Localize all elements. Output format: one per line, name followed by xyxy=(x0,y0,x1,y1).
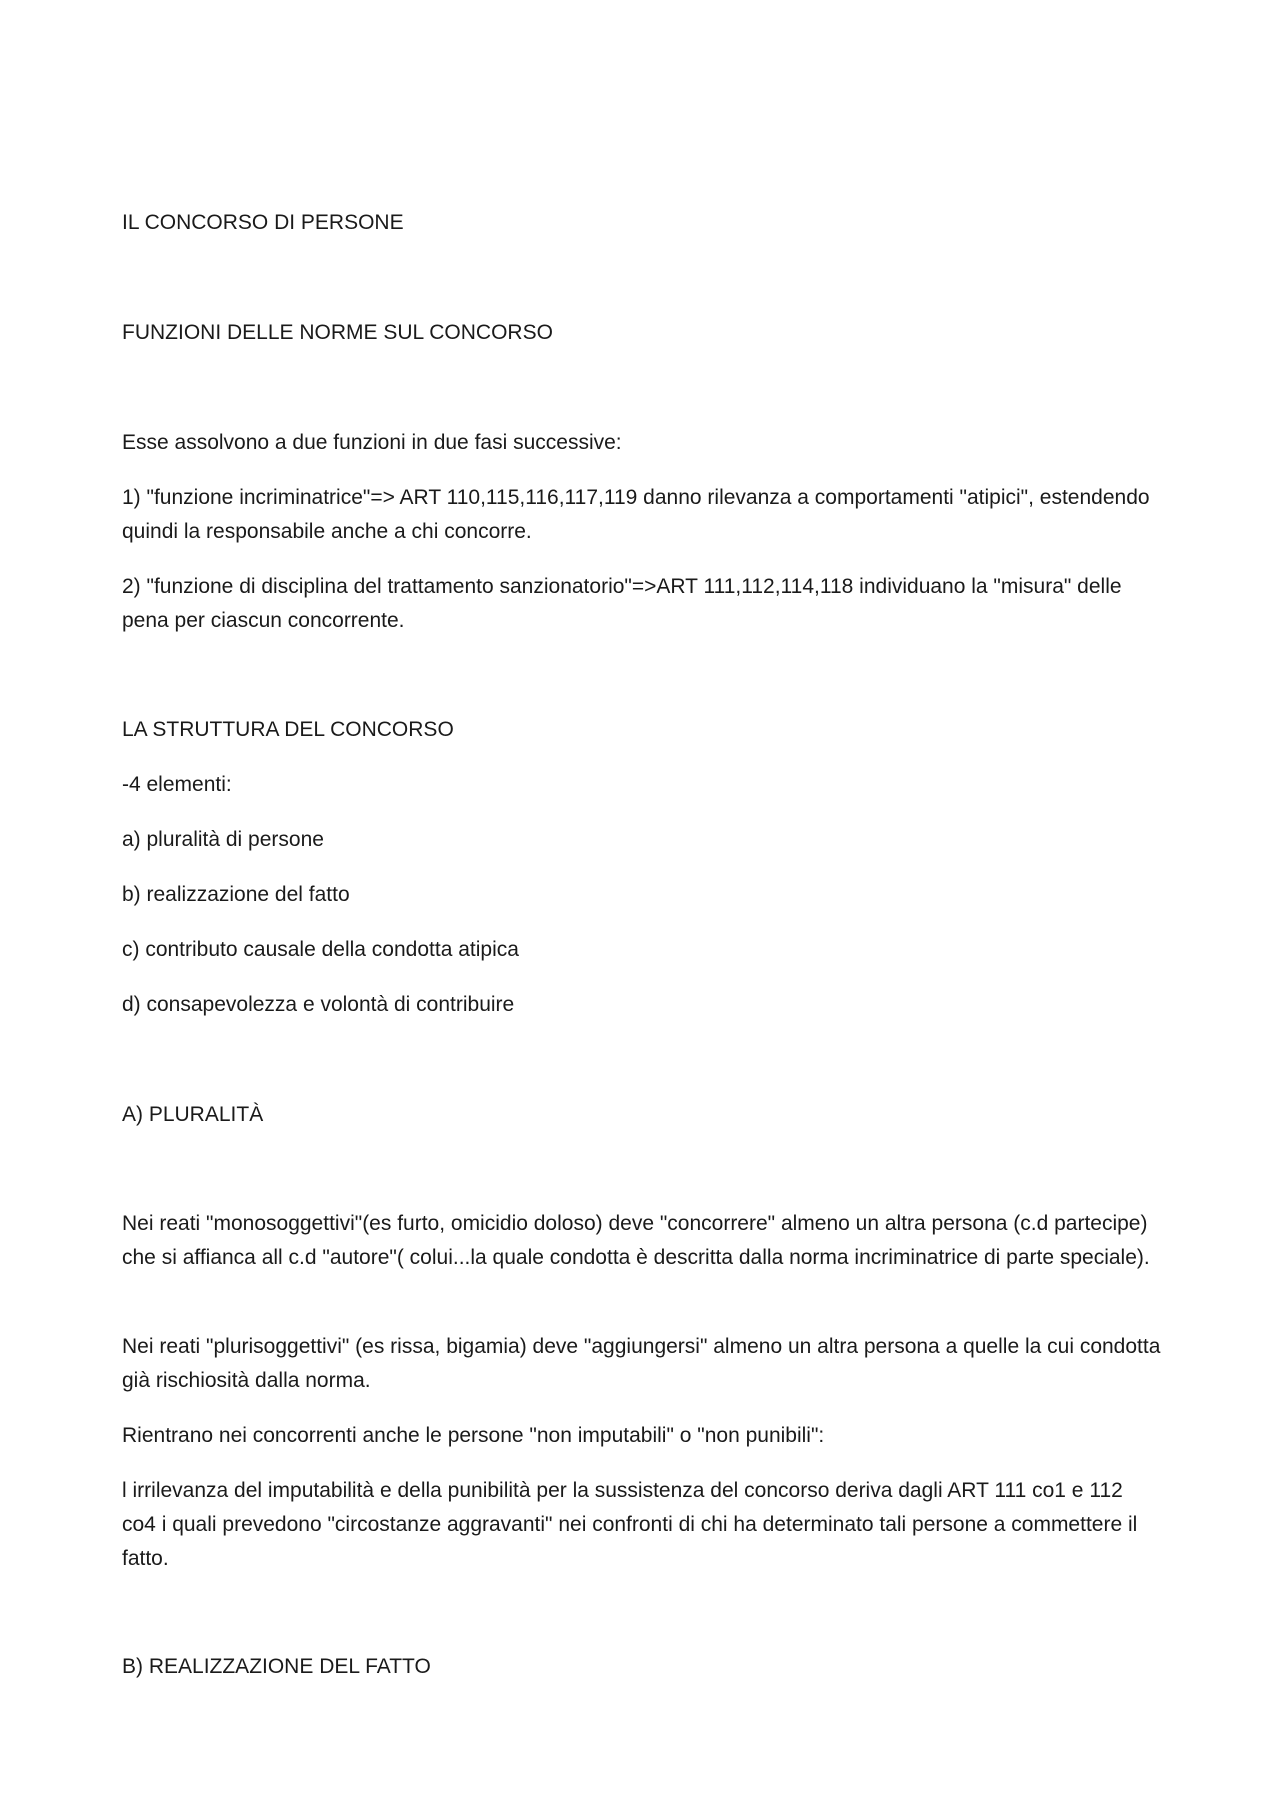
list-item: d) consapevolezza e volontà di contribuire xyxy=(122,993,515,1016)
list-item: -4 elementi: xyxy=(122,773,232,796)
section-heading-struttura: LA STRUTTURA DEL CONCORSO xyxy=(122,718,454,741)
document-title: IL CONCORSO DI PERSONE xyxy=(122,211,404,234)
section-heading-realizzazione: B) REALIZZAZIONE DEL FATTO xyxy=(122,1655,431,1678)
paragraph: 2) "funzione di disciplina del trattamento sanzionatorio"=>ART 111,112,114,118 individuano la "misura" delle pena per ciascun concorrente. xyxy=(122,575,1122,632)
paragraph: Nei reati "plurisoggettivi" (es rissa, bigamia) deve "aggiungersi" almeno un altra persona a quelle la cui condotta già rischiosità dalla norma. xyxy=(122,1335,1161,1392)
paragraph: 1) "funzione incriminatrice"=> ART 110,115,116,117,119 danno rilevanza a comportamenti "atipici", estendendo quindi la responsabile anche a chi concorre. xyxy=(122,486,1150,543)
list-item: b) realizzazione del fatto xyxy=(122,883,350,906)
paragraph: l irrilevanza del imputabilità e della punibilità per la sussistenza del concorso deriva dagli ART 111 co1 e 112 co4 i quali prevedono "circostanze aggravanti" nei confronti di chi ha determinato tali persone a commettere il fatto. xyxy=(122,1479,1138,1570)
list-item: c) contributo causale della condotta atipica xyxy=(122,938,519,961)
paragraph: Nei reati "monosoggettivi"(es furto, omicidio doloso) deve "concorrere" almeno un altra persona (c.d partecipe) che si affianca all c.d "autore"( colui...la quale condotta è descritta dalla norma incriminatrice di parte speciale). xyxy=(122,1212,1150,1269)
list-item: a) pluralità di persone xyxy=(122,828,324,851)
paragraph: Rientrano nei concorrenti anche le persone "non imputabili" o "non punibili": xyxy=(122,1424,825,1447)
section-heading-pluralita: A) PLURALITÀ xyxy=(122,1103,264,1126)
section-heading-funzioni: FUNZIONI DELLE NORME SUL CONCORSO xyxy=(122,321,553,344)
paragraph: Esse assolvono a due funzioni in due fasi successive: xyxy=(122,431,622,454)
